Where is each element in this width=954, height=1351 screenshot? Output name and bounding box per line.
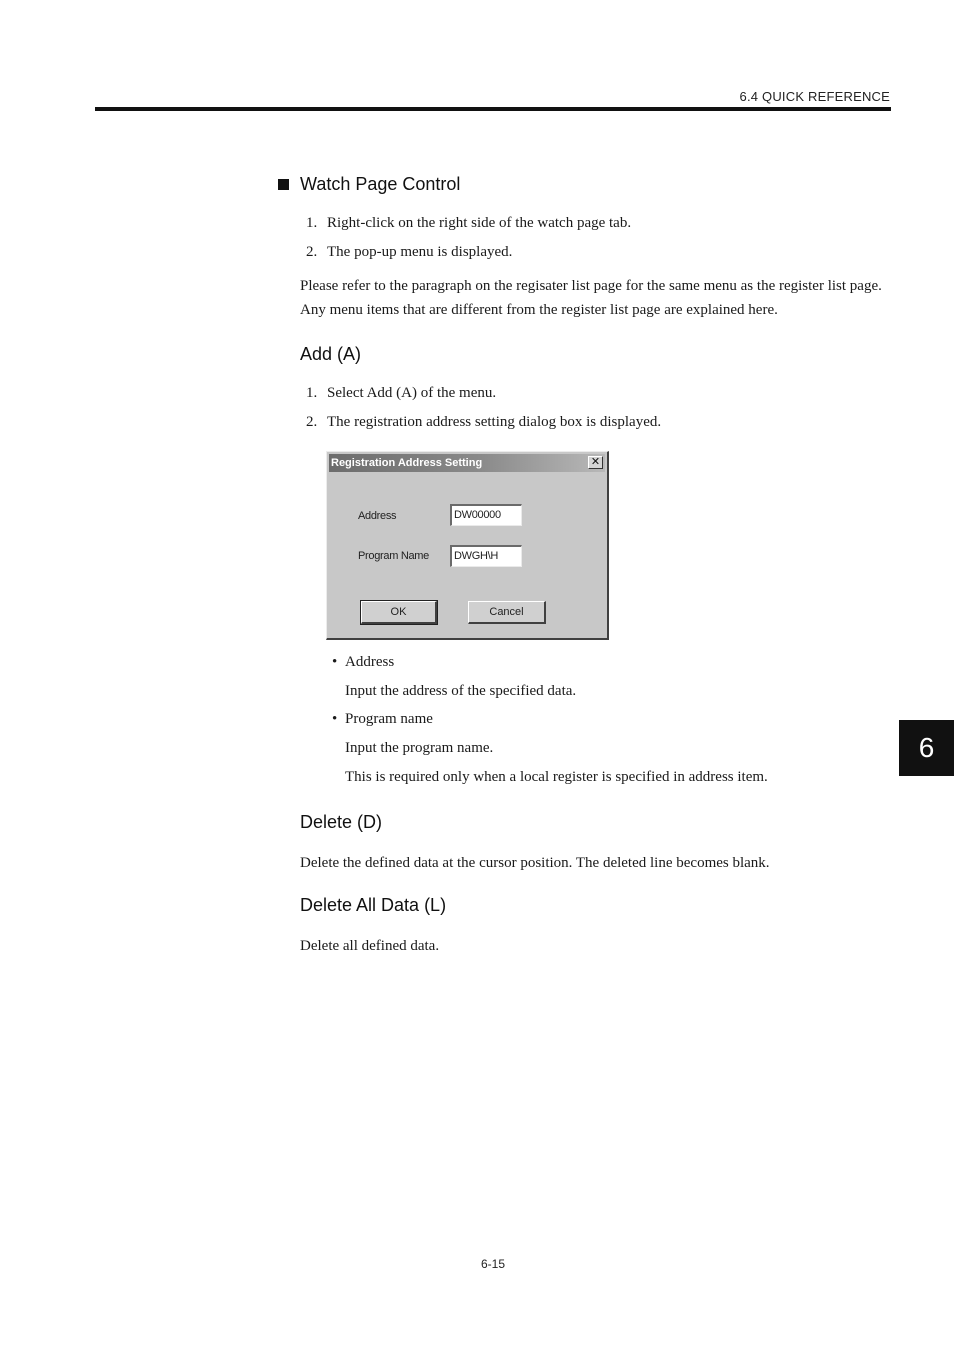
- program-name-input[interactable]: DWGH\H: [450, 545, 522, 567]
- page-number: 6-15: [480, 1257, 506, 1271]
- address-input[interactable]: DW00000: [450, 504, 522, 526]
- registration-address-dialog: [326, 451, 609, 640]
- cancel-button[interactable]: Cancel: [468, 601, 546, 624]
- address-description: Input the address of the specified data.: [345, 683, 577, 699]
- step-1: 1. Right-click on the right side of the watch page tab.: [306, 215, 632, 231]
- bullet-program-name: • Program name: [332, 711, 433, 727]
- section-title: Watch Page Control: [300, 174, 461, 194]
- program-name-description: Input the program name.: [345, 740, 494, 756]
- close-icon[interactable]: ✕: [588, 456, 603, 469]
- chapter-tab: 6: [899, 720, 954, 776]
- dialog-title: Registration Address Setting: [331, 457, 483, 469]
- header-rule: [95, 107, 891, 111]
- step-2: 2. The pop-up menu is displayed.: [306, 244, 513, 260]
- dialog-titlebar: [329, 454, 605, 472]
- delete-description: Delete the defined data at the cursor position. The deleted line becomes blank.: [300, 855, 770, 871]
- add-step-2: 2. The registration address setting dialog box is displayed.: [306, 414, 662, 430]
- square-bullet-icon: [278, 179, 289, 190]
- add-heading: Add (A): [300, 344, 362, 364]
- delete-all-description: Delete all defined data.: [300, 938, 440, 954]
- section-heading: [278, 174, 460, 195]
- program-name-note: This is required only when a local register is specified in address item.: [345, 769, 768, 785]
- bullet-address: • Address: [332, 654, 395, 670]
- running-header: 6.4 QUICK REFERENCE: [739, 89, 890, 104]
- delete-heading: Delete (D): [300, 812, 383, 832]
- program-name-label: Program Name: [358, 550, 429, 562]
- address-label: Address: [358, 510, 397, 522]
- add-step-1: 1. Select Add (A) of the menu.: [306, 385, 497, 401]
- delete-all-heading: Delete All Data (L): [300, 895, 447, 915]
- intro-paragraph: Please refer to the paragraph on the regisater list page for the same menu as the register list page. Any menu items that are different from the register list page are explained here.: [300, 278, 882, 318]
- ok-button[interactable]: OK: [361, 601, 437, 624]
